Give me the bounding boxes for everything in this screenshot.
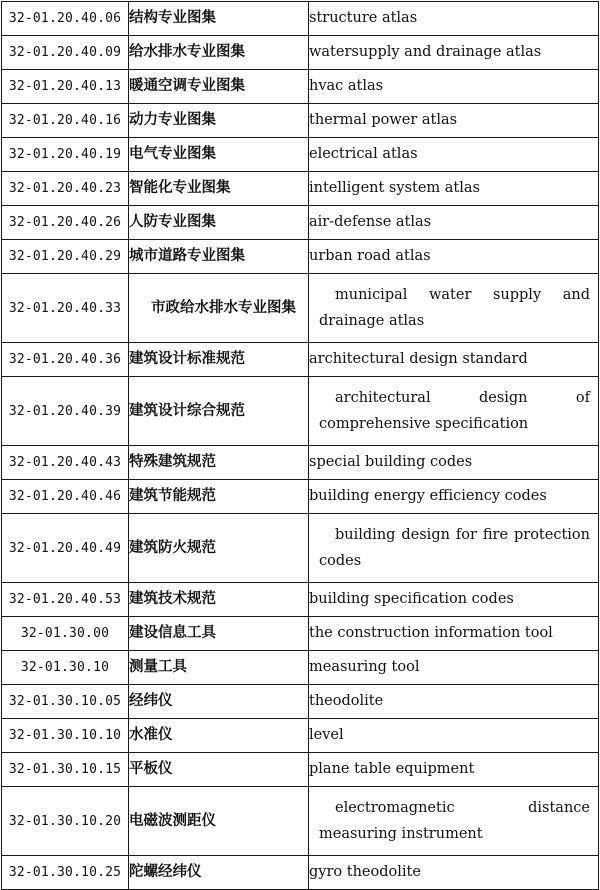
chinese-term-cell: 经纬仪 — [129, 685, 309, 719]
table-row — [2, 719, 599, 753]
code-cell: 32-01.20.40.09 — [2, 36, 129, 70]
english-term-cell: electrical atlas — [309, 138, 599, 172]
table-row — [2, 377, 599, 446]
code-cell: 32-01.20.40.06 — [2, 2, 129, 36]
chinese-term-cell: 水准仪 — [129, 719, 309, 753]
table-row — [2, 343, 599, 377]
table-row — [2, 753, 599, 787]
code-cell: 32-01.30.10.10 — [2, 719, 129, 753]
table-row — [2, 138, 599, 172]
table-row — [2, 685, 599, 719]
code-cell: 32-01.20.40.13 — [2, 70, 129, 104]
chinese-term-cell: 建筑技术规范 — [129, 583, 309, 617]
chinese-term-cell: 电气专业图集 — [129, 138, 309, 172]
english-term-cell: hvac atlas — [309, 70, 599, 104]
code-cell: 32-01.30.10 — [2, 651, 129, 685]
code-cell: 32-01.20.40.16 — [2, 104, 129, 138]
code-cell: 32-01.20.40.33 — [2, 274, 129, 343]
chinese-term-cell: 建设信息工具 — [129, 617, 309, 651]
table-row — [2, 240, 599, 274]
english-term-cell: the construction information tool — [309, 617, 599, 651]
chinese-term-cell: 测量工具 — [129, 651, 309, 685]
chinese-term-cell: 智能化专业图集 — [129, 172, 309, 206]
chinese-term-cell: 陀螺经纬仪 — [129, 856, 309, 890]
table-row — [2, 651, 599, 685]
english-term-cell: measuring tool — [309, 651, 599, 685]
table-row — [2, 446, 599, 480]
table-row — [2, 514, 599, 583]
chinese-term-cell: 给水排水专业图集 — [129, 36, 309, 70]
code-cell: 32-01.20.40.49 — [2, 514, 129, 583]
english-term-cell: intelligent system atlas — [309, 172, 599, 206]
english-term-cell: building specification codes — [309, 583, 599, 617]
english-term-cell: municipal water supply and drainage atlas — [309, 274, 599, 343]
chinese-term-cell: 平板仪 — [129, 753, 309, 787]
code-cell: 32-01.30.10.20 — [2, 787, 129, 856]
english-term-cell: plane table equipment — [309, 753, 599, 787]
table-row — [2, 172, 599, 206]
english-term-cell: special building codes — [309, 446, 599, 480]
table-row — [2, 617, 599, 651]
english-term-cell: theodolite — [309, 685, 599, 719]
table-row — [2, 206, 599, 240]
english-term-cell: electromagnetic distance measuring instrument — [309, 787, 599, 856]
code-cell: 32-01.20.40.19 — [2, 138, 129, 172]
code-cell: 32-01.20.40.29 — [2, 240, 129, 274]
code-cell: 32-01.20.40.36 — [2, 343, 129, 377]
english-term-cell: building energy efficiency codes — [309, 480, 599, 514]
code-cell: 32-01.30.00 — [2, 617, 129, 651]
code-cell: 32-01.20.40.53 — [2, 583, 129, 617]
english-term-cell: building design for fire protection codes — [309, 514, 599, 583]
chinese-term-cell: 建筑节能规范 — [129, 480, 309, 514]
chinese-term-cell: 建筑防火规范 — [129, 514, 309, 583]
table-row — [2, 856, 599, 890]
table-row — [2, 70, 599, 104]
code-cell: 32-01.30.10.05 — [2, 685, 129, 719]
table-row — [2, 480, 599, 514]
english-term-cell: urban road atlas — [309, 240, 599, 274]
code-cell: 32-01.20.40.23 — [2, 172, 129, 206]
english-term-cell: architectural design of comprehensive specification — [309, 377, 599, 446]
code-cell: 32-01.20.40.43 — [2, 446, 129, 480]
english-term-cell: architectural design standard — [309, 343, 599, 377]
chinese-term-cell: 结构专业图集 — [129, 2, 309, 36]
english-term-cell: level — [309, 719, 599, 753]
english-term-cell: thermal power atlas — [309, 104, 599, 138]
chinese-term-cell: 城市道路专业图集 — [129, 240, 309, 274]
chinese-term-cell: 特殊建筑规范 — [129, 446, 309, 480]
english-term-cell: gyro theodolite — [309, 856, 599, 890]
table-row — [2, 583, 599, 617]
code-cell: 32-01.20.40.39 — [2, 377, 129, 446]
table-row — [2, 274, 599, 343]
code-cell: 32-01.30.10.15 — [2, 753, 129, 787]
code-cell: 32-01.30.10.25 — [2, 856, 129, 890]
code-cell: 32-01.20.40.46 — [2, 480, 129, 514]
chinese-term-cell: 建筑设计标准规范 — [129, 343, 309, 377]
chinese-term-cell: 市政给水排水专业图集 — [129, 274, 309, 343]
chinese-term-cell: 建筑设计综合规范 — [129, 377, 309, 446]
table-row — [2, 104, 599, 138]
classification-table — [1, 1, 599, 890]
chinese-term-cell: 电磁波测距仪 — [129, 787, 309, 856]
chinese-term-cell: 暖通空调专业图集 — [129, 70, 309, 104]
code-cell: 32-01.20.40.26 — [2, 206, 129, 240]
english-term-cell: air-defense atlas — [309, 206, 599, 240]
table-row — [2, 2, 599, 36]
english-term-cell: structure atlas — [309, 2, 599, 36]
chinese-term-cell: 动力专业图集 — [129, 104, 309, 138]
table-row — [2, 787, 599, 856]
table-row — [2, 36, 599, 70]
english-term-cell: watersupply and drainage atlas — [309, 36, 599, 70]
chinese-term-cell: 人防专业图集 — [129, 206, 309, 240]
